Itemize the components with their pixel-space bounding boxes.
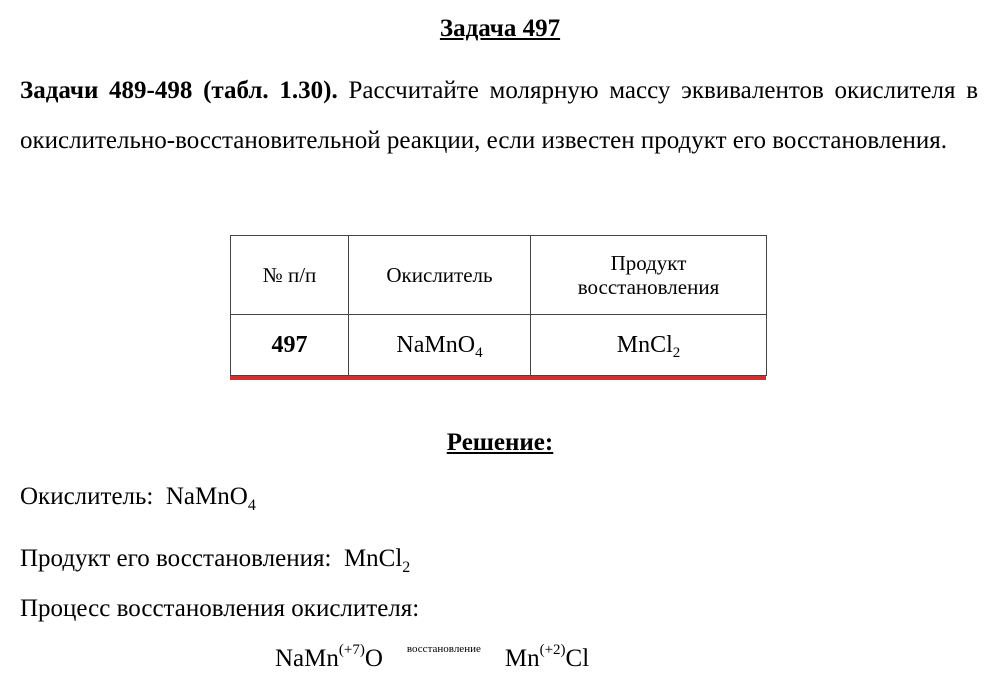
cell-product — [531, 315, 767, 376]
solution-product-label: Продукт его восстановления: — [20, 545, 332, 572]
solution-process-label: Процесс восстановления окислителя: — [20, 595, 420, 622]
oxidizer-subscript: 4 — [475, 344, 483, 361]
solution-product-line — [20, 544, 410, 574]
document-title: Задача 497 — [439, 15, 561, 42]
solution-product-subscript: 2 — [402, 559, 411, 576]
reaction-left-b: O — [364, 645, 383, 672]
header-product-label: Продукт восстановления — [577, 251, 720, 299]
cell-number: 497 — [231, 315, 349, 376]
data-table — [230, 235, 767, 376]
product-formula: MnCl — [616, 331, 673, 358]
problem-text: Рассчитайте молярную массу эквивалентов окислителя в окислительно-восстановительной реакции, если известен продукт его восстановления. — [20, 77, 978, 154]
problem-lead: Задачи 489-498 (табл. 1.30). — [20, 77, 338, 104]
table-accent-rule — [230, 376, 766, 380]
reaction-left-oxidation-state: (+7) — [338, 642, 365, 658]
reaction-right-b: Cl — [565, 645, 590, 672]
solution-title: Решение: — [446, 429, 554, 456]
reaction-arrow-label: восстановление — [406, 643, 481, 655]
table-row — [231, 315, 767, 376]
header-number: № п/п — [231, 236, 349, 315]
solution-oxidizer-formula: NaMnO — [165, 483, 248, 510]
cell-oxidizer — [349, 315, 531, 376]
reduction-equation — [275, 644, 589, 678]
product-subscript: 2 — [672, 344, 681, 361]
solution-oxidizer-line — [20, 482, 256, 512]
header-oxidizer: Окислитель — [349, 236, 531, 315]
problem-statement — [20, 66, 978, 166]
data-table-container — [230, 235, 766, 376]
reaction-left-a: NaMn — [275, 645, 339, 672]
solution-oxidizer-label: Окислитель: — [20, 483, 154, 510]
header-product — [531, 236, 767, 315]
reaction-right-a: Mn — [504, 645, 540, 672]
solution-product-formula: MnCl — [343, 545, 403, 572]
table-header-row — [231, 236, 767, 315]
oxidizer-formula: NaMnO — [396, 331, 476, 358]
reaction-right-oxidation-state: (+2) — [539, 642, 566, 658]
solution-oxidizer-subscript: 4 — [247, 497, 256, 514]
